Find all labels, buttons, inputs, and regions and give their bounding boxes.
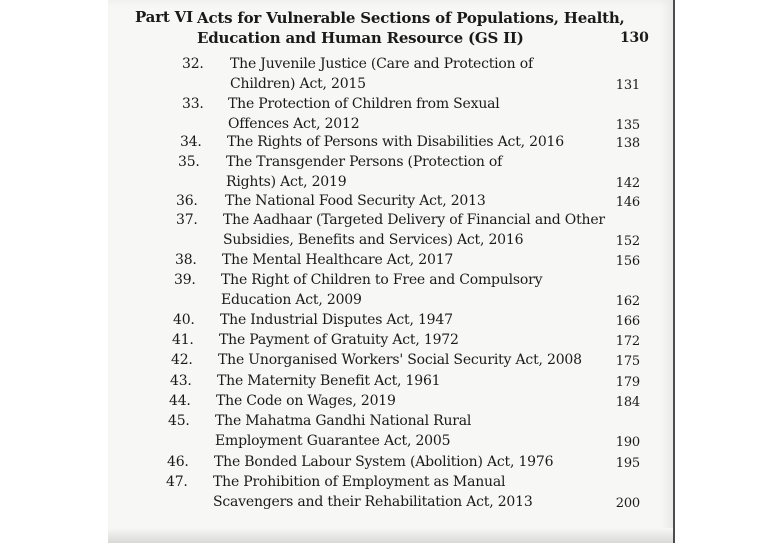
toc-entry-number: 36.: [176, 193, 198, 209]
toc-entry-number: 37.: [176, 212, 198, 228]
toc-entry-title-line2: Subsidies, Benefits and Services) Act, 2016: [223, 232, 524, 248]
toc-entry-page-number: 135: [615, 118, 640, 133]
part-title-line2: Education and Human Resource (GS II): [197, 29, 524, 47]
toc-entry-number: 39.: [174, 272, 196, 288]
part-page-number: 130: [620, 30, 649, 46]
part-title: [197, 8, 625, 48]
toc-entry-page-number: 200: [615, 496, 640, 511]
toc-entry-title-line1: The Maternity Benefit Act, 1961: [217, 373, 441, 389]
toc-entry-number: 47.: [166, 474, 188, 490]
toc-entry-title-line1: The Payment of Gratuity Act, 1972: [219, 332, 459, 348]
toc-entry-title-line1: The Bonded Labour System (Abolition) Act, 1976: [214, 454, 554, 470]
toc-entry-page-number: 175: [615, 354, 640, 369]
toc-entry-page-number: 190: [615, 435, 640, 450]
toc-entry-title-line1: The Mahatma Gandhi National Rural: [215, 413, 472, 429]
toc-entry-page-number: 179: [615, 375, 640, 390]
toc-entry-title-line1: The Industrial Disputes Act, 1947: [220, 312, 453, 328]
toc-entry-number: 44.: [169, 393, 191, 409]
toc-entry-page-number: 146: [615, 195, 640, 210]
toc-entry-number: 35.: [178, 154, 200, 170]
toc-entry-title-line1: The Right of Children to Free and Compulsory: [221, 272, 543, 288]
toc-entry-title-line2: Employment Guarantee Act, 2005: [215, 433, 451, 449]
toc-entry-number: 45.: [168, 413, 190, 429]
toc-entry-title-line1: The Juvenile Justice (Care and Protection of: [230, 56, 533, 72]
toc-entry-title-line1: The Mental Healthcare Act, 2017: [222, 252, 454, 268]
toc-entry-page-number: 162: [615, 294, 640, 309]
toc-entry-title-line2: Scavengers and their Rehabilitation Act, 2013: [213, 494, 533, 510]
toc-entry-page-number: 152: [615, 234, 640, 249]
toc-entry-page-number: 138: [615, 136, 640, 151]
toc-entry-title-line2: Offences Act, 2012: [228, 116, 360, 132]
toc-entry-title-line1: The Unorganised Workers' Social Security Act, 2008: [218, 352, 582, 368]
toc-entry-page-number: 156: [615, 254, 640, 269]
toc-entry-title-line1: The Transgender Persons (Protection of: [226, 154, 503, 170]
toc-entry-page-number: 172: [615, 334, 640, 349]
toc-entry-page-number: 184: [615, 395, 640, 410]
toc-entry-number: 43.: [170, 373, 192, 389]
page-edge-shadow: [108, 528, 673, 543]
toc-entry-number: 42.: [171, 352, 193, 368]
toc-entry-title-line2: Rights) Act, 2019: [226, 174, 347, 190]
toc-entry-page-number: 195: [615, 456, 640, 471]
toc-entry-number: 34.: [180, 134, 202, 150]
toc-entry-number: 33.: [182, 96, 204, 112]
toc-entry-page-number: 142: [615, 176, 640, 191]
part-title-line1: Acts for Vulnerable Sections of Populations, Health,: [197, 9, 625, 27]
toc-entry-number: 38.: [175, 252, 197, 268]
toc-entry-page-number: 166: [615, 314, 640, 329]
toc-entry-title-line1: The Rights of Persons with Disabilities Act, 2016: [227, 134, 564, 150]
toc-entry-number: 40.: [173, 312, 195, 328]
toc-entry-title-line1: The Code on Wages, 2019: [216, 393, 396, 409]
part-label: Part VI: [135, 8, 193, 26]
toc-entry-number: 46.: [167, 454, 189, 470]
toc-entry-number: 32.: [182, 56, 204, 72]
toc-entry-title-line1: The Prohibition of Employment as Manual: [213, 474, 506, 490]
toc-entry-title-line1: The National Food Security Act, 2013: [225, 193, 486, 209]
toc-entry-page-number: 131: [615, 78, 640, 93]
toc-entry-title-line1: The Aadhaar (Targeted Delivery of Financial and Other: [223, 212, 605, 228]
toc-entry-title-line1: The Protection of Children from Sexual: [228, 96, 500, 112]
toc-entry-title-line2: Education Act, 2009: [221, 292, 362, 308]
toc-entry-title-line2: Children) Act, 2015: [230, 76, 366, 92]
toc-entry-number: 41.: [172, 332, 194, 348]
